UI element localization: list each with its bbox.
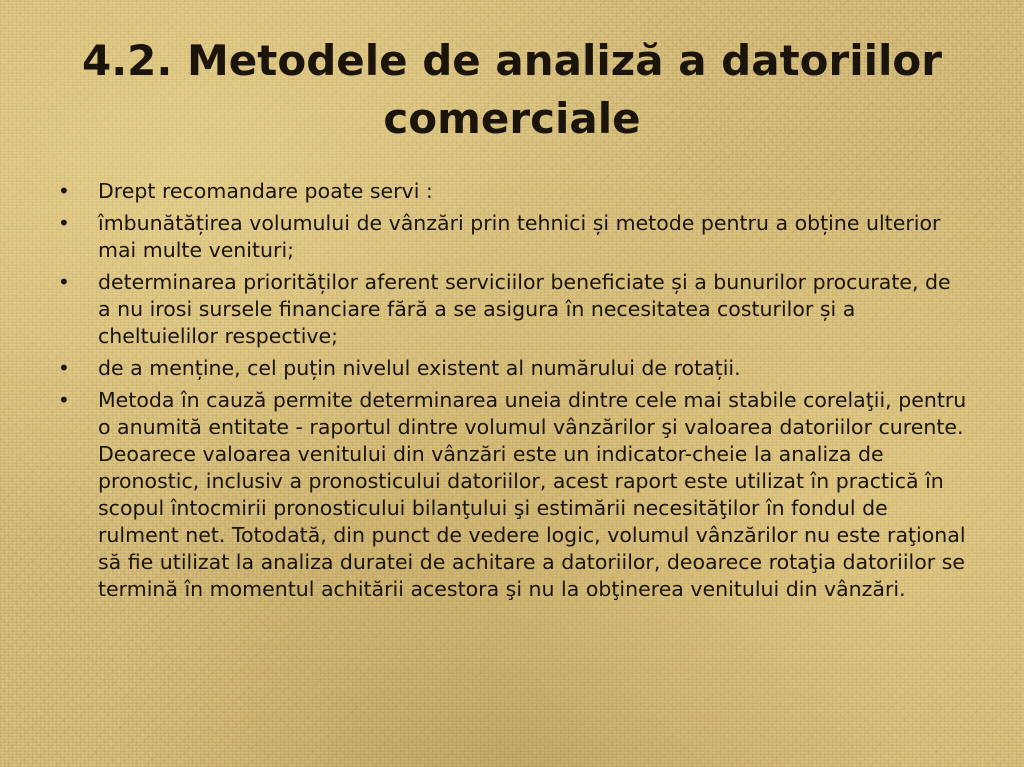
bullet-icon: •: [58, 211, 70, 235]
bullet-item: [56, 269, 968, 350]
bullet-list: [56, 178, 968, 608]
bullet-item: [56, 355, 968, 382]
bullet-text: îmbunătățirea volumului de vânzări prin tehnici și metode pentru a obține ulterior mai multe venituri;: [98, 211, 941, 262]
bullet-item: [56, 387, 968, 603]
bullet-text: Metoda în cauză permite determinarea uneia dintre cele mai stabile corelaţii, pentru o anumită entitate - raportul dintre volumul vânzărilor şi valoarea datoriilor curente. Deoarece valoarea venitului din vânzări este un indicator-cheie la analiza de pronostic, inclusiv a pronosticului datoriilor, acest raport este utilizat în practică în scopul întocmirii pronosticului bilanţului şi estimării necesităţilor în fondul de rulment net. Totodată, din punct de vedere logic, volumul vânzărilor nu este raţional să fie utilizat la analiza duratei de achitare a datoriilor, deoarece rotaţia datoriilor se termină în momentul achitării acestora şi nu la obţinerea venitului din vânzări.: [98, 388, 967, 601]
bullet-icon: •: [58, 179, 70, 203]
bullet-item: [56, 178, 968, 205]
bullet-text: Drept recomandare poate servi :: [98, 179, 433, 203]
slide-title: 4.2. Metodele de analiză a datoriilor comerciale: [82, 36, 942, 143]
bullet-icon: •: [58, 356, 70, 380]
bullet-icon: •: [58, 270, 70, 294]
bullet-item: [56, 210, 968, 264]
bullet-icon: •: [58, 388, 70, 412]
bullet-text: determinarea priorităților aferent serviciilor beneficiate și a bunurilor procurate, de a nu irosi sursele financiare fără a se asigura în necesitatea costurilor și a cheltuielilor respective;: [98, 270, 951, 348]
bullet-text: de a menține, cel puțin nivelul existent al numărului de rotații.: [98, 356, 741, 380]
